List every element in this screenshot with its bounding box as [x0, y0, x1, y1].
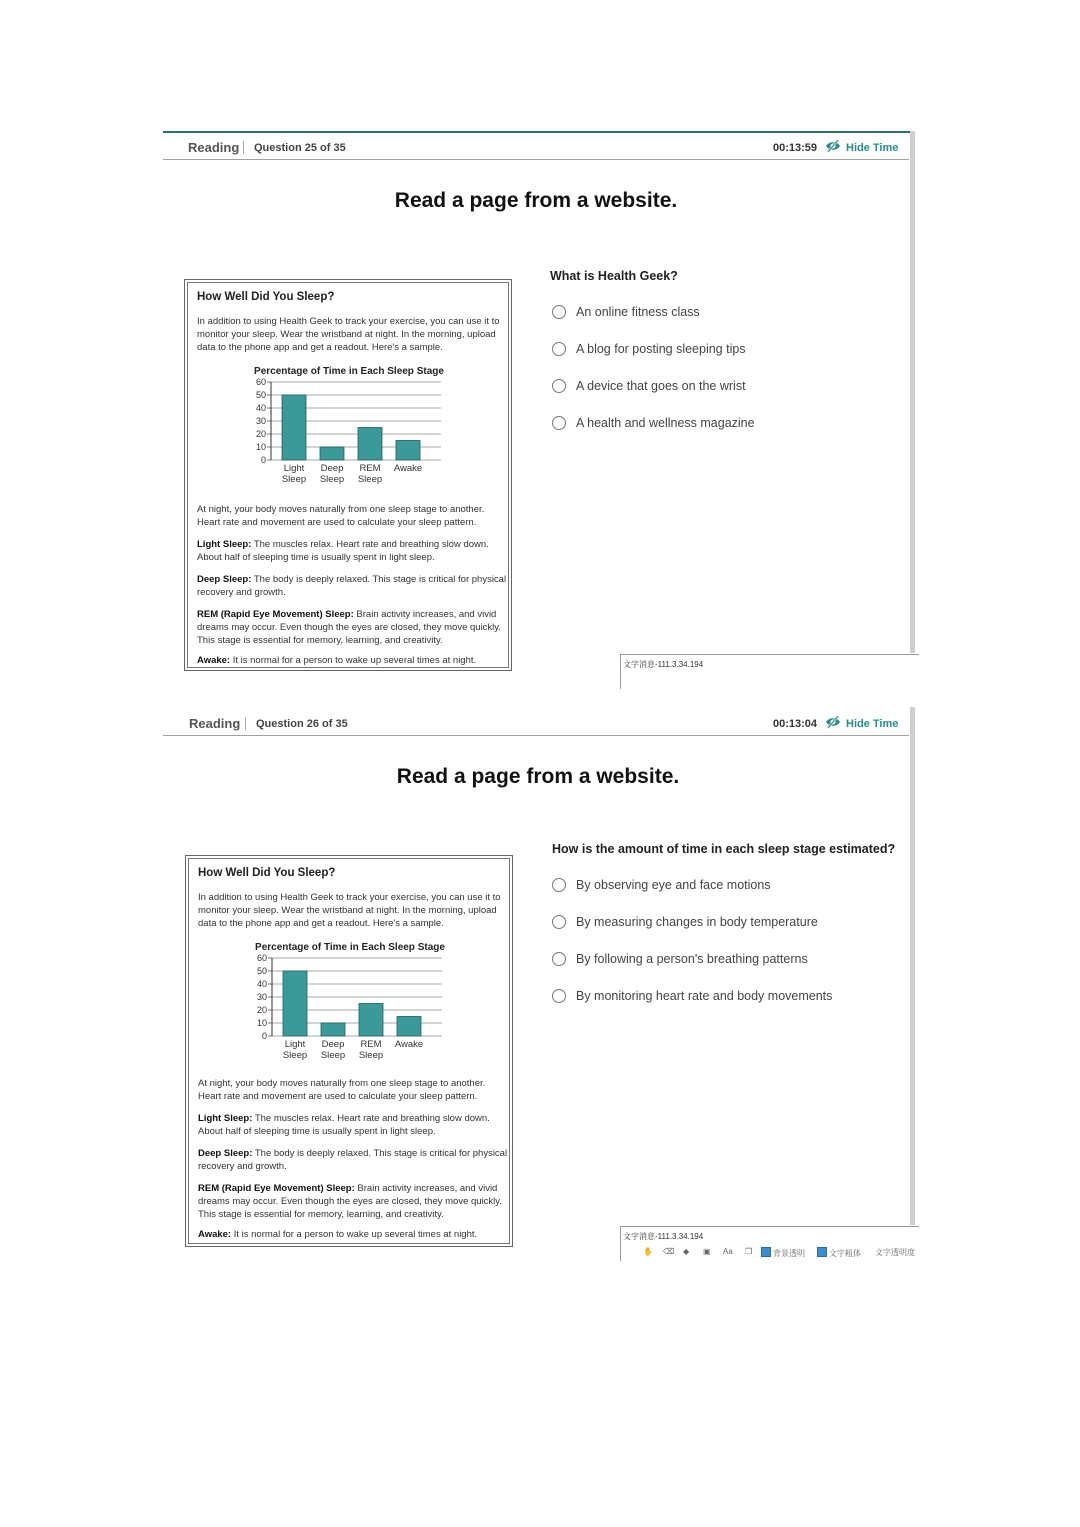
answer-option-label: A health and wellness magazine	[576, 416, 755, 430]
timer: 00:13:59	[773, 142, 818, 154]
x-category-label: Sleep	[358, 1050, 384, 1061]
checkbox-checked-icon[interactable]	[817, 1247, 827, 1257]
rem-sleep-paragraph	[197, 608, 507, 647]
x-category-label: Deep	[320, 463, 344, 474]
rem-sleep-paragraph	[198, 1182, 508, 1221]
answer-option[interactable]	[552, 303, 700, 321]
hide-time-button[interactable]: Hide Time	[846, 718, 899, 730]
y-tick-label: 20	[255, 429, 266, 439]
x-category-label: Awake	[394, 1039, 424, 1050]
deep-sleep-paragraph	[197, 573, 507, 599]
answer-option-label: An online fitness class	[576, 305, 700, 319]
awake-text: It is normal for a person to wake up several times at night.	[230, 655, 477, 666]
bar	[320, 447, 344, 460]
radio-button[interactable]	[552, 342, 566, 356]
sleep-stage-bar-chart	[243, 378, 443, 498]
y-tick-label: 20	[256, 1005, 267, 1015]
deep-sleep-term: Deep Sleep:	[198, 1148, 253, 1159]
answer-option[interactable]	[552, 876, 771, 894]
fill-icon[interactable]: ◆	[683, 1247, 690, 1256]
deep-sleep-term: Deep Sleep:	[197, 574, 252, 585]
answer-option[interactable]	[552, 340, 746, 358]
chart-title: Percentage of Time in Each Sleep Stage	[255, 942, 445, 953]
bar	[282, 395, 306, 460]
deep-sleep-paragraph	[198, 1147, 508, 1173]
timer: 00:13:04	[773, 718, 818, 730]
y-tick-label: 30	[255, 416, 266, 426]
checkbox-checked-icon[interactable]	[761, 1247, 771, 1257]
light-sleep-paragraph	[198, 1112, 508, 1138]
header-divider	[243, 141, 244, 154]
answer-option[interactable]	[552, 950, 808, 968]
x-category-label: Deep	[321, 1039, 345, 1050]
sleep-stage-bar-chart	[244, 954, 444, 1074]
passage-box	[185, 855, 513, 1247]
bar	[358, 428, 382, 461]
y-tick-label: 40	[256, 979, 267, 989]
y-tick-label: 40	[255, 403, 266, 413]
hand-icon[interactable]: ✋	[643, 1247, 653, 1256]
deep-sleep-text: The body is deeply relaxed. This stage is critical for physical recovery and growth.	[197, 574, 507, 598]
passage-paragraph: At night, your body moves naturally from one sleep stage to another. Heart rate and movement are used to calculate your sleep pattern.	[198, 1078, 486, 1102]
question-prompt: How is the amount of time in each sleep stage estimated?	[552, 842, 896, 856]
x-category-label: Sleep	[357, 474, 383, 485]
page-title: Read a page from a website.	[394, 189, 678, 212]
overlay-toolbar	[631, 1247, 917, 1261]
y-tick-label: 60	[255, 378, 266, 387]
y-tick-label: 10	[255, 442, 266, 452]
x-category-label: Sleep	[282, 1050, 308, 1061]
passage-intro: In addition to using Health Geek to track your exercise, you can use it to monitor your sleep. Wear the wristband at night. In the morning, upload data to the phone app and get a readout. Here's a sample.	[198, 892, 501, 929]
bar	[321, 1023, 345, 1036]
bar	[359, 1004, 383, 1037]
passage-paragraph: At night, your body moves naturally from one sleep stage to another. Heart rate and movement are used to calculate your sleep pattern.	[197, 504, 485, 528]
passage-title: How Well Did You Sleep?	[197, 291, 335, 303]
copy-icon[interactable]: ❐	[745, 1247, 753, 1256]
test-header	[163, 133, 909, 160]
radio-button[interactable]	[552, 305, 566, 319]
hide-time-button[interactable]: Hide Time	[846, 142, 899, 154]
answer-option[interactable]	[552, 913, 818, 931]
awake-term: Awake:	[198, 1229, 232, 1240]
image-icon[interactable]: ▣	[703, 1247, 711, 1256]
overlay-ip-text: 文字消息-111.3.34.194	[623, 660, 704, 669]
rem-sleep-text: Brain activity increases, and vivid dreams may occur. Even though the eyes are closed, they move quickly. This stage is essential for memory, learning, and creativity.	[197, 609, 501, 646]
light-sleep-term: Light Sleep:	[197, 539, 252, 550]
test-header	[163, 709, 909, 736]
light-sleep-paragraph	[197, 538, 507, 564]
answer-option-label: A blog for posting sleeping tips	[576, 342, 746, 356]
rem-sleep-term: REM (Rapid Eye Movement) Sleep:	[198, 1183, 355, 1194]
answer-option-label: A device that goes on the wrist	[576, 379, 746, 393]
radio-button[interactable]	[552, 878, 566, 892]
bold-text-label: 文字粗体	[829, 1249, 861, 1258]
x-category-label: Sleep	[319, 474, 345, 485]
question-prompt: What is Health Geek?	[550, 269, 678, 283]
light-sleep-term: Light Sleep:	[198, 1113, 253, 1124]
x-category-label: Light	[284, 1039, 306, 1050]
text-transparency-label[interactable]: 文字透明度	[875, 1248, 915, 1257]
question-counter: Question 26 of 35	[256, 718, 348, 730]
bar	[397, 1017, 421, 1037]
x-category-label: Light	[283, 463, 305, 474]
radio-button[interactable]	[552, 989, 566, 1003]
passage-box	[184, 279, 512, 671]
message-overlay	[620, 654, 919, 689]
font-size-icon[interactable]: Aa	[723, 1247, 733, 1256]
answer-option-label: By measuring changes in body temperature	[576, 915, 818, 929]
y-tick-label: 0	[261, 1031, 267, 1041]
radio-button[interactable]	[552, 416, 566, 430]
answer-option-label: By monitoring heart rate and body movements	[576, 989, 833, 1003]
awake-text: It is normal for a person to wake up several times at night.	[231, 1229, 478, 1240]
radio-button[interactable]	[552, 915, 566, 929]
message-overlay	[620, 1226, 919, 1261]
x-category-label: REM	[359, 463, 381, 474]
awake-paragraph	[197, 654, 507, 667]
answer-option-label: By following a person's breathing patterns	[576, 952, 808, 966]
answer-option[interactable]	[552, 414, 755, 432]
y-tick-label: 10	[256, 1018, 267, 1028]
question-counter: Question 25 of 35	[254, 142, 346, 154]
test-screen-question-26	[163, 707, 915, 1274]
radio-button[interactable]	[552, 379, 566, 393]
section-label: Reading	[188, 140, 240, 155]
awake-term: Awake:	[197, 655, 231, 666]
eye-slash-icon[interactable]	[825, 714, 841, 730]
answer-option[interactable]	[552, 377, 746, 395]
bg-transparent-label: 背景透明	[773, 1249, 805, 1258]
eye-slash-icon[interactable]	[825, 138, 841, 154]
passage-title: How Well Did You Sleep?	[198, 867, 336, 879]
bar	[396, 441, 420, 461]
rem-sleep-term: REM (Rapid Eye Movement) Sleep:	[197, 609, 354, 620]
radio-button[interactable]	[552, 952, 566, 966]
light-sleep-text: The muscles relax. Heart rate and breathing slow down. About half of sleeping time is usually spent in light sleep.	[198, 1113, 490, 1137]
test-screen-question-25	[163, 131, 915, 686]
header-divider	[245, 717, 246, 730]
chart-title: Percentage of Time in Each Sleep Stage	[254, 366, 444, 377]
y-tick-label: 60	[256, 954, 267, 963]
x-category-label: Sleep	[281, 474, 307, 485]
scrollbar[interactable]	[910, 131, 915, 653]
rem-sleep-text: Brain activity increases, and vivid dreams may occur. Even though the eyes are closed, they move quickly. This stage is essential for memory, learning, and creativity.	[198, 1183, 502, 1220]
overlay-ip-text: 文字消息-111.3.34.194	[623, 1232, 704, 1241]
page-title: Read a page from a website.	[396, 765, 680, 788]
light-sleep-text: The muscles relax. Heart rate and breathing slow down. About half of sleeping time is usually spent in light sleep.	[197, 539, 489, 563]
bar	[283, 971, 307, 1036]
bold-text-toggle[interactable]	[817, 1247, 861, 1259]
y-tick-label: 30	[256, 992, 267, 1002]
answer-option-label: By observing eye and face motions	[576, 878, 771, 892]
answer-option[interactable]	[552, 987, 832, 1005]
y-tick-label: 50	[256, 966, 267, 976]
section-label: Reading	[189, 716, 241, 731]
passage-intro: In addition to using Health Geek to track your exercise, you can use it to monitor your sleep. Wear the wristband at night. In the morning, upload data to the phone app and get a readout. Here's a sample.	[197, 316, 500, 353]
deep-sleep-text: The body is deeply relaxed. This stage is critical for physical recovery and growth.	[198, 1148, 508, 1172]
y-tick-label: 0	[260, 455, 266, 465]
awake-paragraph	[198, 1228, 508, 1241]
x-category-label: REM	[360, 1039, 382, 1050]
y-tick-label: 50	[255, 390, 266, 400]
x-category-label: Sleep	[320, 1050, 346, 1061]
bg-transparent-toggle[interactable]	[761, 1247, 805, 1259]
x-category-label: Awake	[393, 463, 423, 474]
eraser-icon[interactable]: ⌫	[663, 1247, 675, 1256]
